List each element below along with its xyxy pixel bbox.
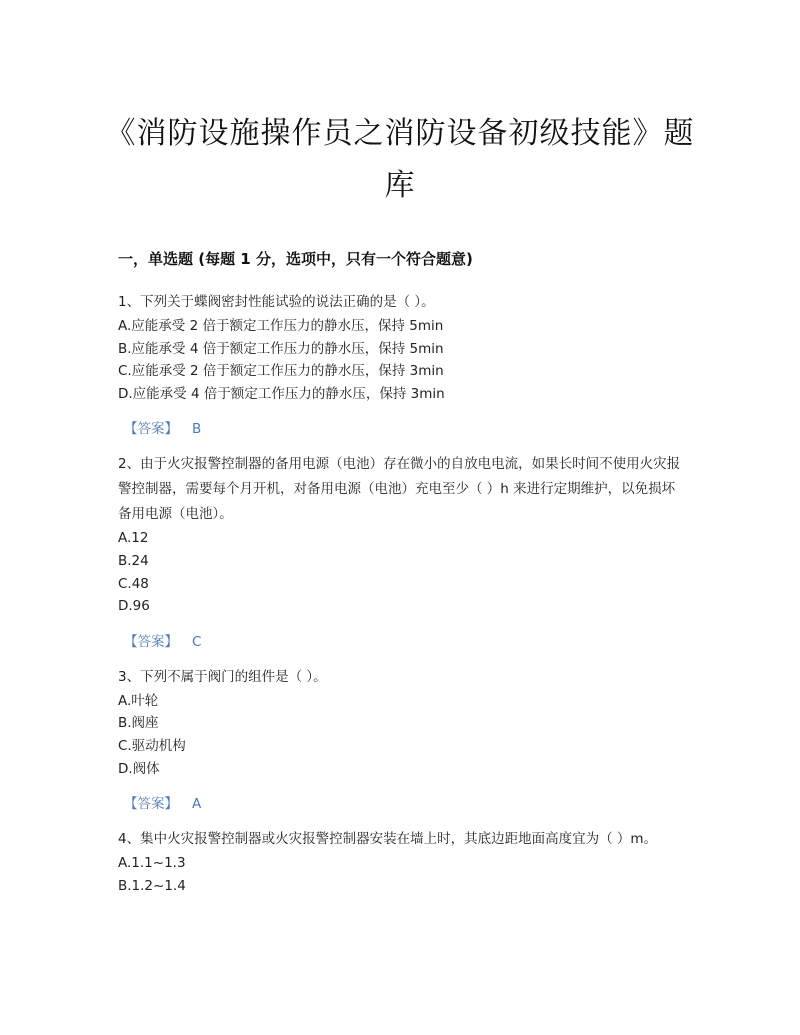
answer-value: B [192, 421, 202, 438]
option-a: A.应能承受 2 倍于额定工作压力的静水压，保持 5min [118, 318, 444, 334]
option-d: D.阀体 [118, 760, 160, 777]
option-d: D.96 [118, 598, 150, 615]
question-stem: 1、下列关于蝶阀密封性能试验的说法正确的是（ ）。 [118, 294, 435, 310]
option-d: D.应能承受 4 倍于额定工作压力的静水压，保持 3min [118, 385, 445, 402]
option-b: B.阀座 [118, 715, 159, 732]
answer-label: 【答案】 [124, 796, 178, 813]
answer-value: C [192, 633, 202, 650]
answer-line [124, 631, 688, 653]
option-a: A.叶轮 [118, 692, 159, 709]
question-stem: 3、下列不属于阀门的组件是（ ）。 [118, 668, 327, 685]
question-stem: 4、集中火灾报警控制器或火灾报警控制器安装在墙上时，其底边距地面高度宜为（ ）m。 [118, 831, 658, 848]
option-b: B.24 [118, 552, 149, 569]
option-b: B.应能承受 4 倍于额定工作压力的静水压，保持 5min [118, 340, 444, 357]
question-2 [118, 452, 688, 652]
document-title: 《消防设施操作员之消防设备初级技能》题库 [105, 116, 695, 203]
question-list [118, 290, 688, 897]
question-stem: 2、由于火灾报警控制器的备用电源（电池）存在微小的自放电电流，如果长时间不使用火灾报警控制器，需要每个月开机，对备用电源（电池）充电至少（ ）h 来进行定期维护，以免损坏备用电源（电池）。 [118, 456, 681, 523]
option-c: C.48 [118, 575, 149, 592]
option-a: A.12 [118, 530, 149, 547]
question-4 [118, 827, 688, 897]
answer-line [124, 793, 688, 815]
answer-label: 【答案】 [124, 633, 178, 650]
option-c: C.应能承受 2 倍于额定工作压力的静水压，保持 3min [118, 363, 444, 380]
answer-line [124, 418, 688, 440]
answer-label: 【答案】 [124, 421, 178, 438]
answer-value: A [192, 796, 202, 813]
question-3 [118, 665, 688, 815]
question-1 [118, 290, 688, 440]
option-c: C.驱动机构 [118, 737, 186, 754]
option-a: A.1.1~1.3 [118, 855, 186, 872]
option-b: B.1.2~1.4 [118, 877, 186, 894]
section-heading: 一，单选题 (每题 1 分，选项中，只有一个符合题意) [118, 250, 473, 268]
